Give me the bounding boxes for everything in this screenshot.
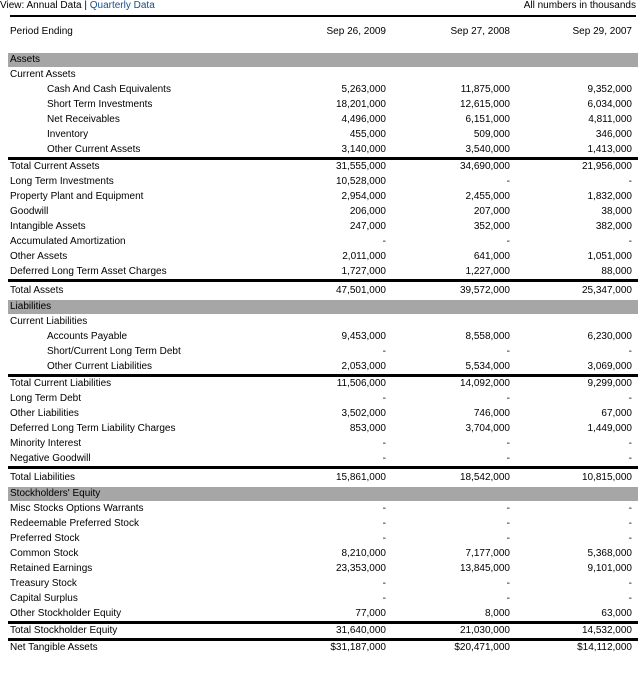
total-row-net-tangible-assets xyxy=(8,640,638,656)
value-cell: - xyxy=(506,533,510,544)
value-cell: 21,956,000 xyxy=(512,159,638,175)
total-row-total-stockholder-equity xyxy=(8,623,638,640)
value-cell: 14,532,000 xyxy=(512,623,638,640)
value-cell: 38,000 xyxy=(601,206,632,217)
section-header-stockholders-equity xyxy=(8,487,638,501)
value-cell: $31,187,000 xyxy=(264,640,388,656)
row-label: Cash And Cash Equivalents xyxy=(47,84,171,95)
value-cell: $14,112,000 xyxy=(512,640,638,656)
value-cell: 18,201,000 xyxy=(335,99,386,110)
value-cell: 3,540,000 xyxy=(465,144,510,155)
row-label: Current Liabilities xyxy=(10,316,88,327)
value-cell: 3,140,000 xyxy=(341,144,386,155)
table-row xyxy=(8,591,638,606)
row-label: Other Current Liabilities xyxy=(47,361,153,372)
row-label: Preferred Stock xyxy=(10,533,80,544)
row-label: Other Stockholder Equity xyxy=(10,608,122,619)
total-row-total-current-assets xyxy=(8,159,638,175)
row-label: Negative Goodwill xyxy=(10,453,91,464)
value-cell: 8,000 xyxy=(484,608,510,619)
view-label: View: xyxy=(0,0,25,11)
row-label: Stockholders' Equity xyxy=(8,487,638,501)
balance-sheet-table xyxy=(8,22,638,655)
table-row xyxy=(8,234,638,249)
table-row xyxy=(8,501,638,516)
value-cell: 2,954,000 xyxy=(341,191,386,202)
table-row xyxy=(8,189,638,204)
value-cell: - xyxy=(506,503,510,514)
period-2007: Sep 29, 2007 xyxy=(572,26,632,37)
row-label: Long Term Investments xyxy=(10,176,114,187)
value-cell: 67,000 xyxy=(601,408,632,419)
value-cell: 1,727,000 xyxy=(341,266,386,277)
value-cell: 31,555,000 xyxy=(264,159,388,175)
value-cell: 8,210,000 xyxy=(341,548,386,559)
table-row xyxy=(8,531,638,546)
value-cell: - xyxy=(382,503,386,514)
subsection-current-assets xyxy=(8,67,638,82)
units-note: All numbers in thousands xyxy=(523,0,636,11)
table-row xyxy=(8,421,638,436)
table-row xyxy=(8,264,638,281)
table-row xyxy=(8,391,638,406)
row-label: Deferred Long Term Asset Charges xyxy=(10,266,167,277)
value-cell: 1,449,000 xyxy=(587,423,632,434)
value-cell: - xyxy=(506,236,510,247)
value-cell: - xyxy=(382,578,386,589)
value-cell: 3,069,000 xyxy=(587,361,632,372)
table-row xyxy=(8,329,638,344)
value-cell: 10,528,000 xyxy=(335,176,386,187)
value-cell: 3,502,000 xyxy=(341,408,386,419)
table-row xyxy=(8,82,638,97)
value-cell: 88,000 xyxy=(601,266,632,277)
value-cell: 11,506,000 xyxy=(264,376,388,392)
row-label: Other Liabilities xyxy=(10,408,79,419)
value-cell: 34,690,000 xyxy=(388,159,512,175)
row-label: Other Current Assets xyxy=(47,144,141,155)
table-row xyxy=(8,249,638,264)
row-label: Total Liabilities xyxy=(8,468,264,488)
row-label: Assets xyxy=(8,53,638,67)
value-cell: - xyxy=(382,518,386,529)
value-cell: 509,000 xyxy=(473,129,510,140)
row-label: Total Current Assets xyxy=(8,159,264,175)
value-cell: 382,000 xyxy=(595,221,632,232)
value-cell: 47,501,000 xyxy=(264,281,388,301)
value-cell: 9,453,000 xyxy=(341,331,386,342)
table-row xyxy=(8,546,638,561)
value-cell: 18,542,000 xyxy=(388,468,512,488)
row-label: Current Assets xyxy=(10,69,76,80)
value-cell: 77,000 xyxy=(355,608,386,619)
quarterly-data-link[interactable]: Quarterly Data xyxy=(89,0,155,11)
value-cell: - xyxy=(506,518,510,529)
row-label: Treasury Stock xyxy=(10,578,77,589)
period-header-row xyxy=(8,22,638,42)
value-cell: 5,368,000 xyxy=(587,548,632,559)
row-label: Capital Surplus xyxy=(10,593,78,604)
row-label: Accumulated Amortization xyxy=(10,236,126,247)
value-cell: 346,000 xyxy=(595,129,632,140)
period-2008: Sep 27, 2008 xyxy=(450,26,510,37)
value-cell: 12,615,000 xyxy=(459,99,510,110)
value-cell: 455,000 xyxy=(349,129,386,140)
value-cell: - xyxy=(506,393,510,404)
value-cell: 14,092,000 xyxy=(388,376,512,392)
section-header-liabilities xyxy=(8,300,638,314)
value-cell: 2,011,000 xyxy=(342,251,386,262)
row-label: Total Stockholder Equity xyxy=(8,623,264,640)
period-ending-label: Period Ending xyxy=(10,26,73,37)
spacer-row xyxy=(8,42,638,53)
value-cell: - xyxy=(382,533,386,544)
total-row-total-assets xyxy=(8,281,638,301)
value-cell: 352,000 xyxy=(473,221,510,232)
table-row xyxy=(8,516,638,531)
table-row xyxy=(8,127,638,142)
row-label: Inventory xyxy=(47,129,89,140)
value-cell: 6,230,000 xyxy=(587,331,632,342)
row-label: Net Receivables xyxy=(47,114,120,125)
value-cell: - xyxy=(506,578,510,589)
value-cell: 31,640,000 xyxy=(264,623,388,640)
value-cell: - xyxy=(628,593,632,604)
view-selector xyxy=(0,0,155,12)
row-label: Misc Stocks Options Warrants xyxy=(10,503,144,514)
value-cell: - xyxy=(506,438,510,449)
value-cell: - xyxy=(628,176,632,187)
view-toolbar xyxy=(0,0,644,16)
value-cell: 2,053,000 xyxy=(341,361,386,372)
value-cell: - xyxy=(628,346,632,357)
value-cell: - xyxy=(628,438,632,449)
value-cell: - xyxy=(628,453,632,464)
total-row-total-current-liabilities xyxy=(8,376,638,392)
row-label: Net Tangible Assets xyxy=(8,640,264,656)
value-cell: 25,347,000 xyxy=(512,281,638,301)
value-cell: - xyxy=(382,346,386,357)
value-cell: 1,227,000 xyxy=(465,266,510,277)
row-label: Deferred Long Term Liability Charges xyxy=(10,423,176,434)
value-cell: 9,101,000 xyxy=(587,563,632,574)
value-cell: 11,875,000 xyxy=(460,84,510,95)
row-label: Other Assets xyxy=(10,251,68,262)
annual-data-label: Annual Data xyxy=(26,0,82,11)
section-header-assets xyxy=(8,53,638,67)
table-row xyxy=(8,436,638,451)
value-cell: 39,572,000 xyxy=(388,281,512,301)
value-cell: 853,000 xyxy=(349,423,386,434)
row-label: Long Term Debt xyxy=(10,393,81,404)
value-cell: 207,000 xyxy=(473,206,510,217)
table-row xyxy=(8,344,638,359)
value-cell: $20,471,000 xyxy=(388,640,512,656)
value-cell: - xyxy=(506,346,510,357)
top-divider xyxy=(10,15,636,17)
value-cell: 4,496,000 xyxy=(341,114,386,125)
table-row xyxy=(8,561,638,576)
table-row xyxy=(8,97,638,112)
table-row xyxy=(8,174,638,189)
table-row xyxy=(8,606,638,623)
view-separator: | xyxy=(84,0,87,11)
value-cell: 4,811,000 xyxy=(588,114,632,125)
row-label: Intangible Assets xyxy=(10,221,86,232)
value-cell: 1,413,000 xyxy=(587,144,632,155)
value-cell: 641,000 xyxy=(473,251,510,262)
row-label: Short Term Investments xyxy=(47,99,153,110)
value-cell: - xyxy=(628,533,632,544)
value-cell: 9,299,000 xyxy=(512,376,638,392)
subsection-current-liabilities xyxy=(8,314,638,329)
value-cell: 5,534,000 xyxy=(465,361,510,372)
value-cell: - xyxy=(506,176,510,187)
value-cell: - xyxy=(506,593,510,604)
value-cell: 15,861,000 xyxy=(264,468,388,488)
row-label: Accounts Payable xyxy=(47,331,128,342)
value-cell: 8,558,000 xyxy=(465,331,510,342)
value-cell: - xyxy=(382,236,386,247)
row-label: Redeemable Preferred Stock xyxy=(10,518,139,529)
value-cell: 7,177,000 xyxy=(465,548,510,559)
value-cell: 6,151,000 xyxy=(465,114,510,125)
table-row xyxy=(8,142,638,159)
row-label: Goodwill xyxy=(10,206,49,217)
value-cell: 5,263,000 xyxy=(341,84,386,95)
value-cell: - xyxy=(506,453,510,464)
value-cell: - xyxy=(382,393,386,404)
value-cell: 746,000 xyxy=(473,408,510,419)
value-cell: - xyxy=(628,236,632,247)
row-label: Common Stock xyxy=(10,548,79,559)
value-cell: - xyxy=(382,453,386,464)
period-2009: Sep 26, 2009 xyxy=(326,26,386,37)
value-cell: 1,051,000 xyxy=(587,251,632,262)
table-row xyxy=(8,219,638,234)
table-row xyxy=(8,451,638,468)
value-cell: 13,845,000 xyxy=(459,563,510,574)
value-cell: 6,034,000 xyxy=(587,99,632,110)
row-label: Total Assets xyxy=(8,281,264,301)
value-cell: 23,353,000 xyxy=(335,563,386,574)
row-label: Retained Earnings xyxy=(10,563,93,574)
table-row xyxy=(8,406,638,421)
value-cell: - xyxy=(382,593,386,604)
value-cell: - xyxy=(628,578,632,589)
value-cell: - xyxy=(382,438,386,449)
value-cell: - xyxy=(628,503,632,514)
table-row xyxy=(8,204,638,219)
row-label: Total Current Liabilities xyxy=(8,376,264,392)
value-cell: - xyxy=(628,393,632,404)
row-label: Minority Interest xyxy=(10,438,82,449)
value-cell: 9,352,000 xyxy=(587,84,632,95)
table-row xyxy=(8,359,638,376)
value-cell: 2,455,000 xyxy=(465,191,510,202)
table-row xyxy=(8,112,638,127)
value-cell: 63,000 xyxy=(601,608,632,619)
row-label: Short/Current Long Term Debt xyxy=(47,346,181,357)
table-row xyxy=(8,576,638,591)
value-cell: 1,832,000 xyxy=(587,191,632,202)
value-cell: 3,704,000 xyxy=(465,423,510,434)
value-cell: - xyxy=(628,518,632,529)
value-cell: 247,000 xyxy=(349,221,386,232)
total-row-total-liabilities xyxy=(8,468,638,488)
row-label: Liabilities xyxy=(8,300,638,314)
value-cell: 10,815,000 xyxy=(512,468,638,488)
row-label: Property Plant and Equipment xyxy=(10,191,144,202)
value-cell: 206,000 xyxy=(349,206,386,217)
value-cell: 21,030,000 xyxy=(388,623,512,640)
